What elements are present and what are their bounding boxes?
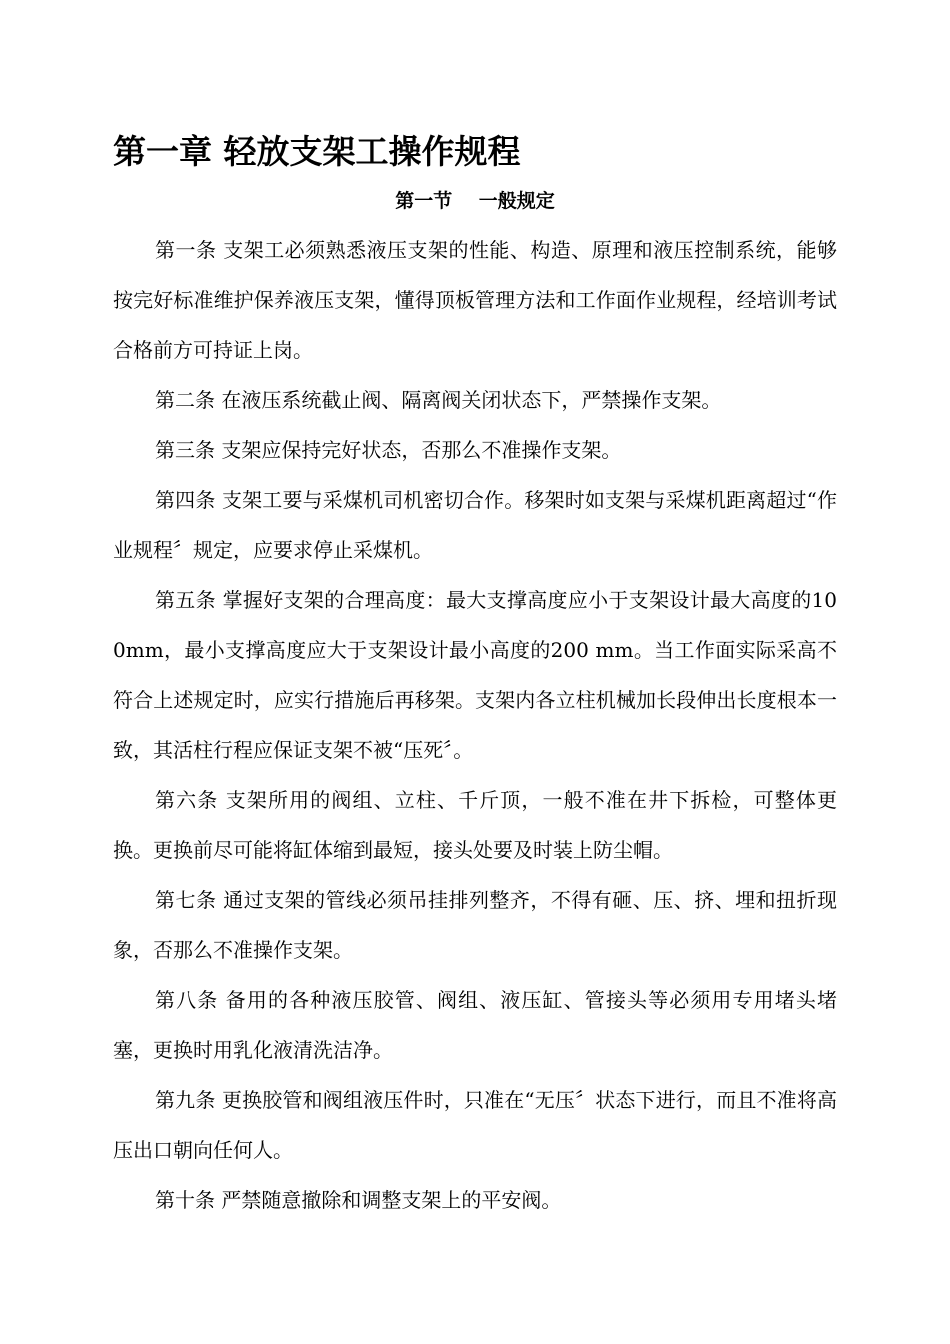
article-7: 第七条 通过支架的管线必须吊挂排列整齐，不得有砸、压、挤、埋和扭折现象，否那么不准操作支架。 (113, 888, 837, 962)
article-10: 第十条 严禁随意撤除和调整支架上的平安阀。 (155, 1188, 562, 1212)
section-title: 第一节 一般规定 (395, 190, 555, 212)
article-9: 第九条 更换胶管和阀组液压件时，只准在“无压〞状态下进行，而且不准将高压出口朝向任何人。 (113, 1088, 837, 1162)
article-4: 第四条 支架工要与采煤机司机密切合作。移架时如支架与采煤机距离超过“作业规程〞规定，应要求停止采煤机。 (113, 488, 837, 562)
article-3: 第三条 支架应保持完好状态，否那么不准操作支架。 (155, 438, 622, 462)
article-2: 第二条 在液压系统截止阀、隔离阀关闭状态下，严禁操作支架。 (155, 388, 722, 412)
article-1: 第一条 支架工必须熟悉液压支架的性能、构造、原理和液压控制系统，能够按完好标准维护保养液压支架，懂得顶板管理方法和工作面作业规程，经培训考试合格前方可持证上岗。 (113, 238, 837, 362)
article-6: 第六条 支架所用的阀组、立柱、千斤顶，一般不准在井下拆检，可整体更换。更换前尽可能将缸体缩到最短，接头处要及时装上防尘帽。 (113, 788, 837, 862)
chapter-title: 第一章 轻放支架工操作规程 (113, 132, 521, 171)
article-8: 第八条 备用的各种液压胶管、阀组、液压缸、管接头等必须用专用堵头堵塞，更换时用乳化液清洗洁净。 (113, 988, 837, 1062)
article-5: 第五条 掌握好支架的合理高度：最大支撑高度应小于支架设计最大高度的100mm，最小支撑高度应大于支架设计最小高度的200 mm。当工作面实际采高不符合上述规定时，应实行措施后再移架。支架内各立柱机械加长段伸出长度根本一致，其活柱行程应保证支架不被“压死〞。 (113, 588, 837, 762)
